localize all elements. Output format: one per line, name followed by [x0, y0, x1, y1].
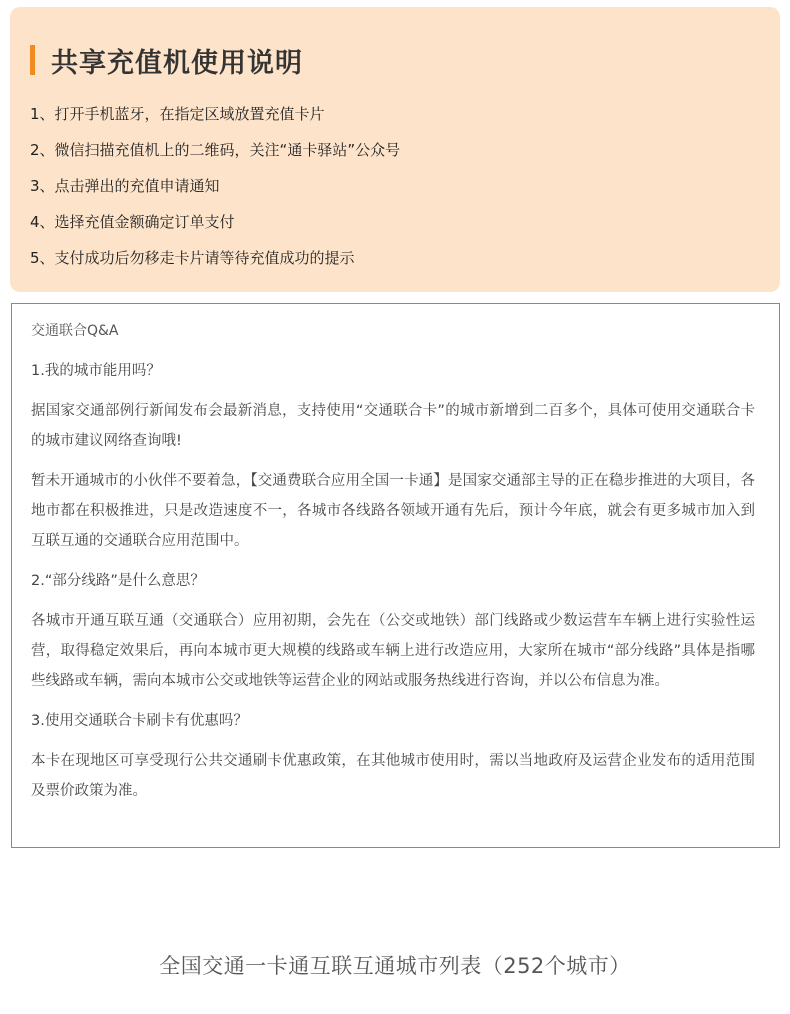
qa-answer-1-part-2: 暂未开通城市的小伙伴不要着急，【交通费联合应用全国一卡通】是国家交通部主导的正在稳步推进的大项目，各地市都在积极推进，只是改造速度不一，各城市各线路各领域开通有先后，预计今年底，就会有更多城市加入到互联互通的交通联合应用范围中。 [31, 473, 755, 549]
qa-question-1: 1.我的城市能用吗？ [31, 363, 161, 379]
qa-question-2: 2.“部分线路”是什么意思？ [31, 573, 205, 589]
guide-step-1: 1、打开手机蓝牙，在指定区域放置充值卡片 [30, 105, 325, 123]
guide-title-row [30, 43, 303, 77]
guide-step-4: 4、选择充值金额确定订单支付 [30, 213, 235, 231]
qa-answer-2: 各城市开通互联互通（交通联合）应用初期，会先在（公交或地铁）部门线路或少数运营车车辆上进行实验性运营，取得稳定效果后，再向本城市更大规模的线路或车辆上进行改造应用，大家所在城市“部分线路”具体是指哪些线路或车辆，需向本城市公交或地铁等运营企业的网站或服务热线进行咨询，并以公布信息为准。 [31, 613, 755, 689]
guide-step-5: 5、支付成功后勿移走卡片请等待充值成功的提示 [30, 249, 355, 267]
title-accent-bar [30, 45, 35, 75]
guide-steps-list [30, 96, 400, 276]
guide-title: 共享充值机使用说明 [51, 47, 303, 79]
qa-answer-3: 本卡在现地区可享受现行公共交通刷卡优惠政策，在其他城市使用时，需以当地政府及运营企业发布的适用范围及票价政策为准。 [31, 753, 755, 799]
qa-answer-1-part-1: 据国家交通部例行新闻发布会最新消息，支持使用“交通联合卡”的城市新增到二百多个，具体可使用交通联合卡的城市建议网络查询哦! [31, 403, 755, 449]
usage-guide-card [10, 7, 780, 292]
qa-question-3: 3.使用交通联合卡刷卡有优惠吗？ [31, 713, 248, 729]
guide-step-3: 3、点击弹出的充值申请通知 [30, 177, 220, 195]
city-list-title: 全国交通一卡通互联互通城市列表（252个城市） [159, 954, 631, 978]
qa-section [11, 303, 780, 848]
qa-heading: 交通联合Q&A [31, 323, 119, 339]
guide-step-2: 2、微信扫描充值机上的二维码，关注“通卡驿站”公众号 [30, 141, 401, 159]
qa-content [31, 316, 755, 816]
